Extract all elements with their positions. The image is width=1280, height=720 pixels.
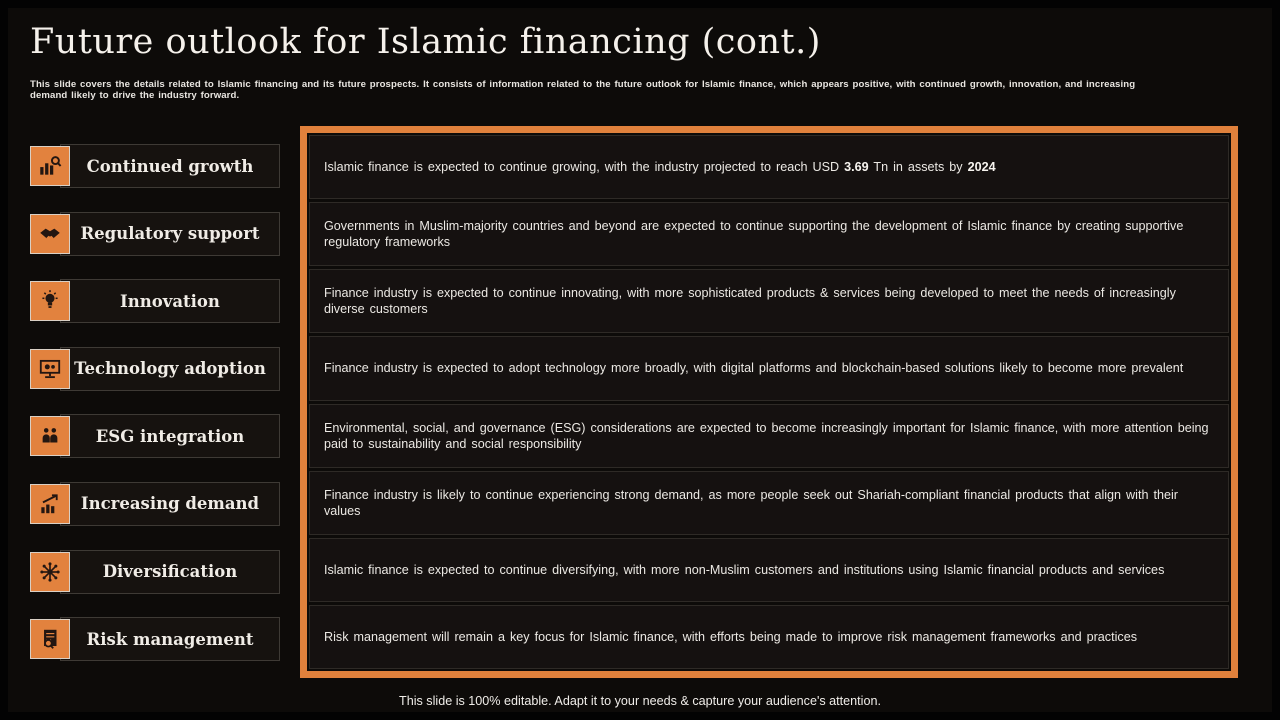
detail-text: Finance industry is expected to adopt technology more broadly, with digital platforms and blockchain-based solutions likely to become more prevalent bbox=[324, 361, 1184, 376]
outlook-item-label: Increasing demand bbox=[60, 482, 280, 526]
outlook-item-risk-management bbox=[30, 617, 280, 661]
outlook-item-label: Regulatory support bbox=[60, 212, 280, 256]
detail-row-technology-adoption bbox=[309, 336, 1229, 400]
outlook-item-innovation bbox=[30, 279, 280, 323]
outlook-item-label: Risk management bbox=[60, 617, 280, 661]
detail-text: Finance industry is expected to continue innovating, with more sophisticated products & services being developed to meet the needs of increasingly diverse customers bbox=[324, 286, 1176, 317]
detail-row-innovation bbox=[309, 269, 1229, 333]
detail-row-diversification bbox=[309, 538, 1229, 602]
outlook-item-continued-growth bbox=[30, 144, 280, 188]
outlook-item-increasing-demand bbox=[30, 482, 280, 526]
detail-text: Islamic finance is expected to continue diversifying, with more non-Muslim customers and institutions using Islamic financial products and services bbox=[324, 562, 1165, 577]
detail-row-risk-management bbox=[309, 605, 1229, 669]
people-icon bbox=[30, 416, 70, 456]
outlook-item-label: Technology adoption bbox=[60, 347, 280, 391]
handshake-icon bbox=[30, 214, 70, 254]
detail-row-continued-growth bbox=[309, 135, 1229, 199]
slide-description: This slide covers the details related to Islamic financing and its future prospects. It consists of information related to the future outlook for Islamic finance, which appears positive, with continued growth, innovation, and increasing demand likely to drive the industry forward. bbox=[30, 79, 1136, 101]
detail-row-esg-integration bbox=[309, 404, 1229, 468]
detail-text: Environmental, social, and governance (ESG) considerations are expected to become increasingly important for Islamic finance, with more attention being paid to sustainability and social responsibility bbox=[324, 420, 1209, 451]
lightbulb-icon bbox=[30, 281, 70, 321]
outlook-item-list bbox=[30, 144, 280, 661]
outlook-item-label: Diversification bbox=[60, 550, 280, 594]
document-magnifier-icon bbox=[30, 619, 70, 659]
monitor-gears-icon bbox=[30, 349, 70, 389]
slide bbox=[8, 8, 1272, 712]
outlook-item-diversification bbox=[30, 550, 280, 594]
outlook-item-esg-integration bbox=[30, 414, 280, 458]
detail-text: Islamic finance is expected to continue growing, with the industry projected to reach USD 3.69 Tn in assets by 2024 bbox=[324, 160, 996, 175]
detail-row-regulatory-support bbox=[309, 202, 1229, 266]
outlook-item-technology-adoption bbox=[30, 347, 280, 391]
detail-row-increasing-demand bbox=[309, 471, 1229, 535]
detail-text: Governments in Muslim-majority countries and beyond are expected to continue supporting the development of Islamic finance by creating supportive regulatory frameworks bbox=[324, 219, 1184, 250]
network-hub-icon bbox=[30, 552, 70, 592]
bar-chart-magnifier-icon bbox=[30, 146, 70, 186]
outlook-item-label: Innovation bbox=[60, 279, 280, 323]
page-title: Future outlook for Islamic financing (cont.) bbox=[30, 22, 821, 62]
details-panel bbox=[300, 126, 1238, 678]
outlook-item-label: Continued growth bbox=[60, 144, 280, 188]
outlook-item-regulatory-support bbox=[30, 212, 280, 256]
detail-text: Finance industry is likely to continue experiencing strong demand, as more people seek out Shariah-compliant financial products that align with their values bbox=[324, 487, 1178, 518]
detail-text: Risk management will remain a key focus for Islamic finance, with efforts being made to improve risk management frameworks and practices bbox=[324, 629, 1138, 644]
outlook-item-label: ESG integration bbox=[60, 414, 280, 458]
rising-bars-arrow-icon bbox=[30, 484, 70, 524]
editable-note: This slide is 100% editable. Adapt it to your needs & capture your audience's attention. bbox=[399, 694, 881, 708]
